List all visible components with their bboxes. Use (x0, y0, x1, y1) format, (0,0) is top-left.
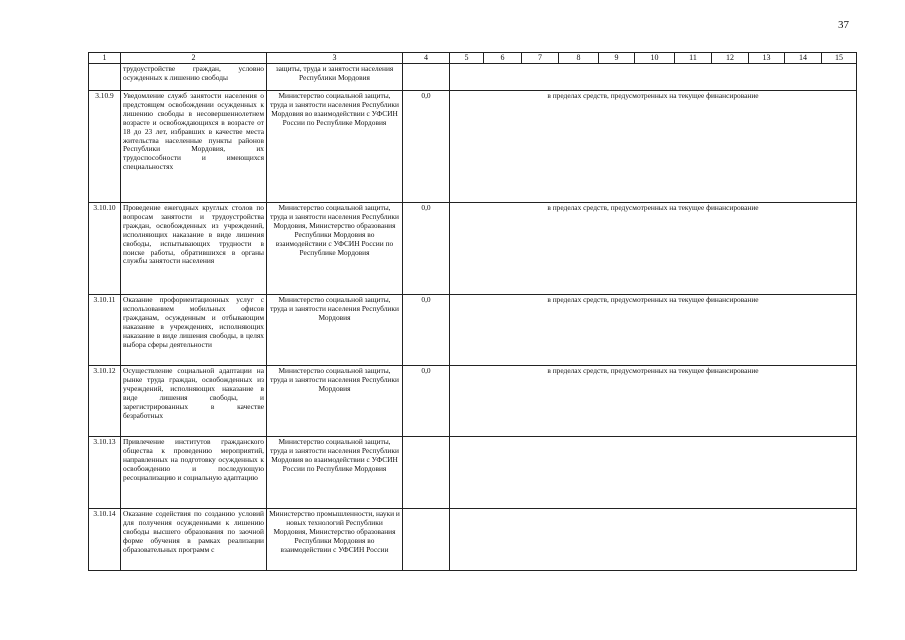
row-number: 3.10.14 (89, 509, 121, 571)
executor-text: Министерство социальной защиты, труда и занятости населения Республики Мордовия во взаимодействии с УФСИН России по Республике Мордовия (267, 437, 403, 509)
column-header: 4 (403, 53, 450, 64)
row-number: 3.10.12 (89, 366, 121, 437)
funding-note: в пределах средств, предусмотренных на текущее финансирование (450, 91, 857, 203)
measure-text: трудоустройстве граждан, условно осужденных к лишению свободы (121, 64, 267, 91)
table-row (89, 64, 857, 91)
measure-text: Оказание профориентационных услуг с использованием мобильных офисов гражданам, осужденным и отбывающим наказание в учреждениях, исполняющих наказание в виде лишения свободы, в целях выбора сферы деятельности (121, 295, 267, 366)
funding-note: в пределах средств, предусмотренных на текущее финансирование (450, 203, 857, 295)
amount-cell (403, 509, 450, 571)
page-number: 37 (838, 19, 849, 31)
column-header: 7 (522, 53, 559, 64)
table-row (89, 437, 857, 509)
amount-cell: 0,0 (403, 295, 450, 366)
row-number: 3.10.11 (89, 295, 121, 366)
row-number: 3.10.10 (89, 203, 121, 295)
column-header: 2 (121, 53, 267, 64)
column-header: 3 (267, 53, 403, 64)
column-header: 1 (89, 53, 121, 64)
column-header: 13 (749, 53, 785, 64)
measure-text: Проведение ежегодных круглых столов по вопросам занятости и трудоустройства граждан, освобожденных из учреждений, исполняющих наказание в виде лишения свободы, испытывающих трудности в поиске работы, обратившихся в органы службы занятости населения (121, 203, 267, 295)
amount-cell (403, 437, 450, 509)
measure-text: Осуществление социальной адаптации на рынке труда граждан, освобожденных из учреждений, исполняющих наказание в виде лишения свободы, и зарегистрированных в качестве безработных (121, 366, 267, 437)
executor-text: Министерство социальной защиты, труда и занятости населения Республики Мордовия, Министерство образования Республики Мордовия во взаимодействии с УФСИН России по Республике Мордовия (267, 203, 403, 295)
row-number (89, 64, 121, 91)
table-row (89, 509, 857, 571)
column-header: 15 (822, 53, 857, 64)
column-header: 8 (559, 53, 599, 64)
executor-text: Министерство социальной защиты, труда и занятости населения Республики Мордовия во взаимодействии с УФСИН России по Республике Мордовия (267, 91, 403, 203)
executor-text: Министерство социальной защиты, труда и занятости населения Республики Мордовия (267, 295, 403, 366)
column-header: 9 (599, 53, 635, 64)
measure-text: Оказание содействия по созданию условий для получения осужденными к лишению свободы высшего образования по заочной форме обучения в рамках реализации образовательных программ с (121, 509, 267, 571)
table-row (89, 91, 857, 203)
executor-text: Министерство социальной защиты, труда и занятости населения Республики Мордовия (267, 366, 403, 437)
row-number: 3.10.9 (89, 91, 121, 203)
measures-table (88, 52, 857, 571)
column-header: 11 (675, 53, 712, 64)
column-header: 10 (635, 53, 675, 64)
column-header: 14 (785, 53, 822, 64)
amount-cell (403, 64, 450, 91)
executor-text: защиты, труда и занятости населения Республики Мордовия (267, 64, 403, 91)
table-row (89, 295, 857, 366)
column-header: 5 (450, 53, 484, 64)
table-row (89, 366, 857, 437)
funding-note (450, 509, 857, 571)
row-number: 3.10.13 (89, 437, 121, 509)
measure-text: Уведомление служб занятости населения о предстоящем освобождении осужденных к лишению свободы в несовершеннолетнем возрасте и освобождающихся в возрасте от 18 до 23 лет, избравших в качестве места жительства населенные пункты районов Республики Мордовия, их трудоспособности и имеющихся специальностях (121, 91, 267, 203)
funding-note (450, 437, 857, 509)
table-header-row (89, 53, 857, 64)
amount-cell: 0,0 (403, 366, 450, 437)
measure-text: Привлечение институтов гражданского общества к проведению мероприятий, направленных на подготовку осужденных к освобождению и последующую ресоциализацию и социальную адаптацию (121, 437, 267, 509)
amount-cell: 0,0 (403, 91, 450, 203)
table-row (89, 203, 857, 295)
funding-note: в пределах средств, предусмотренных на текущее финансирование (450, 366, 857, 437)
column-header: 12 (712, 53, 749, 64)
funding-note (450, 64, 857, 91)
column-header: 6 (484, 53, 522, 64)
funding-note: в пределах средств, предусмотренных на текущее финансирование (450, 295, 857, 366)
amount-cell: 0,0 (403, 203, 450, 295)
executor-text: Министерство промышленности, науки и новых технологий Республики Мордовия, Министерство образования Республики Мордовия во взаимодействии с УФСИН России (267, 509, 403, 571)
